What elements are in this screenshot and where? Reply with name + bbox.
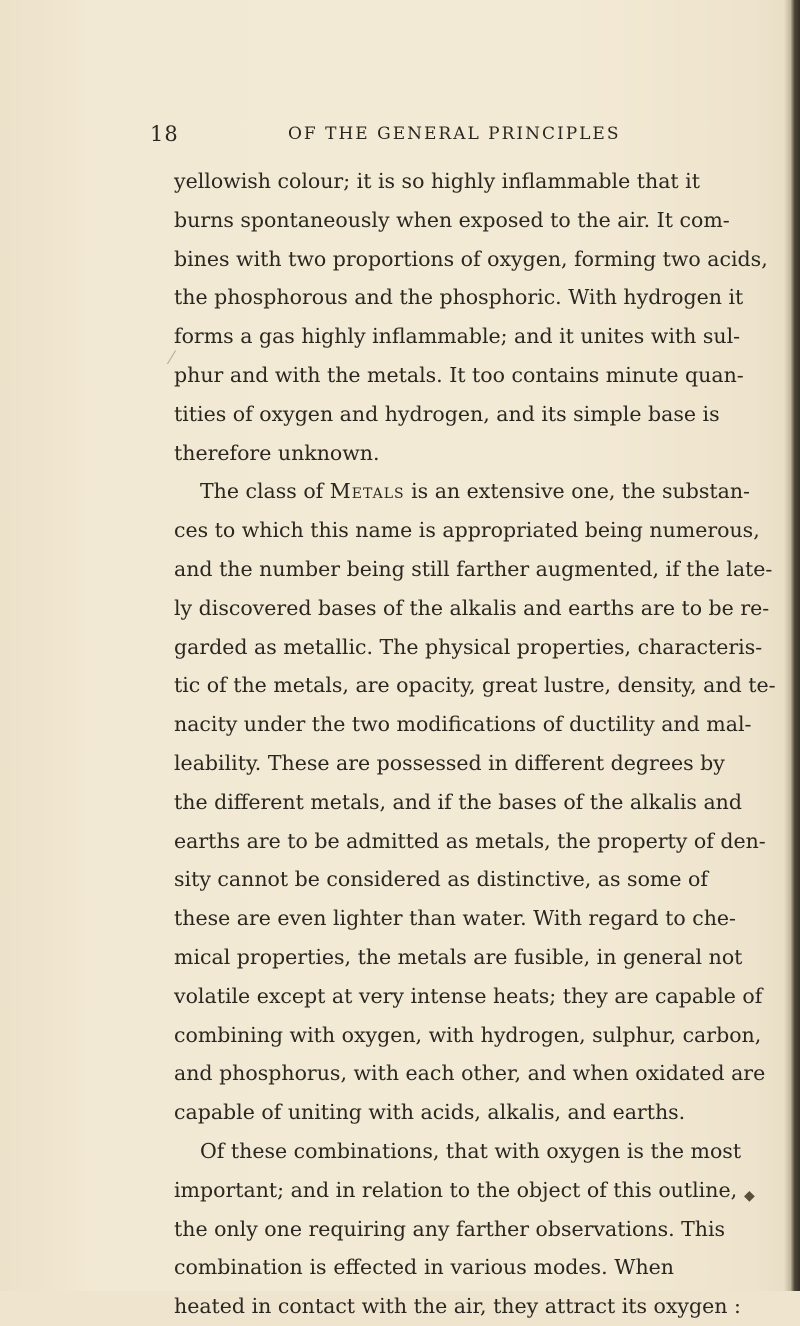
- paragraph-start-combinations: Of these combinations, that with oxygen is the most: [200, 1138, 742, 1163]
- text-line: the different metals, and if the bases of the alkalis and: [174, 789, 742, 814]
- text-line: sity cannot be considered as distinctive, as some of: [174, 867, 708, 892]
- text-run: is an extensive one, the substan-: [404, 479, 750, 504]
- text-line: ly discovered bases of the alkalis and earths are to be re-: [174, 595, 770, 620]
- ink-speck-mark: ◆: [744, 1188, 755, 1204]
- ink-smudge-mark: ⁄: [170, 348, 174, 369]
- text-line: garded as metallic. The physical properties, characteris-: [174, 634, 763, 659]
- page-header: [150, 122, 650, 150]
- text-line: bines with two proportions of oxygen, forming two acids,: [174, 246, 768, 271]
- text-run: The class of: [200, 479, 330, 504]
- text-line: ces to which this name is appropriated being numerous,: [174, 518, 760, 543]
- text-line: the only one requiring any farther observations. This: [174, 1216, 726, 1241]
- text-line: forms a gas highly inflammable; and it unites with sul-: [174, 324, 741, 349]
- text-line: tities of oxygen and hydrogen, and its simple base is: [174, 401, 720, 426]
- text-line: these are even lighter than water. With regard to che-: [174, 906, 736, 931]
- text-line: volatile except at very intense heats; they are capable of: [174, 983, 763, 1008]
- page-edge: [790, 0, 800, 1291]
- text-line: burns spontaneously when exposed to the air. It com-: [174, 207, 730, 232]
- text-line: heated in contact with the air, they attract its oxygen :: [174, 1294, 741, 1319]
- text-line: mical properties, the metals are fusible, in general not: [174, 944, 743, 969]
- body-text: [174, 162, 776, 1326]
- text-line: earths are to be admitted as metals, the property of den-: [174, 828, 766, 853]
- text-line: combining with oxygen, with hydrogen, sulphur, carbon,: [174, 1022, 762, 1047]
- text-line: and the number being still farther augmented, if the late-: [174, 556, 773, 581]
- text-line: important; and in relation to the object of this outline,: [174, 1177, 738, 1202]
- text-line: combination is effected in various modes. When: [174, 1255, 674, 1280]
- text-line: tic of the metals, are opacity, great lustre, density, and te-: [174, 673, 776, 698]
- page-number: 18: [150, 122, 179, 146]
- text-line: nacity under the two modifications of ductility and mal-: [174, 712, 752, 737]
- text-line: phur and with the metals. It too contains minute quan-: [174, 362, 744, 387]
- running-head: OF THE GENERAL PRINCIPLES: [288, 124, 621, 144]
- text-line: yellowish colour; it is so highly inflammable that it: [174, 169, 700, 193]
- text-line: leability. These are possessed in different degrees by: [174, 750, 725, 775]
- paragraph-start-metals: [174, 472, 750, 511]
- text-line: the phosphorous and the phosphoric. With hydrogen it: [174, 285, 744, 310]
- text-line: capable of uniting with acids, alkalis, and earths.: [174, 1100, 686, 1125]
- text-line: therefore unknown.: [174, 440, 380, 465]
- small-caps-term: Metals: [329, 479, 405, 504]
- text-line: and phosphorus, with each other, and when oxidated are: [174, 1061, 766, 1086]
